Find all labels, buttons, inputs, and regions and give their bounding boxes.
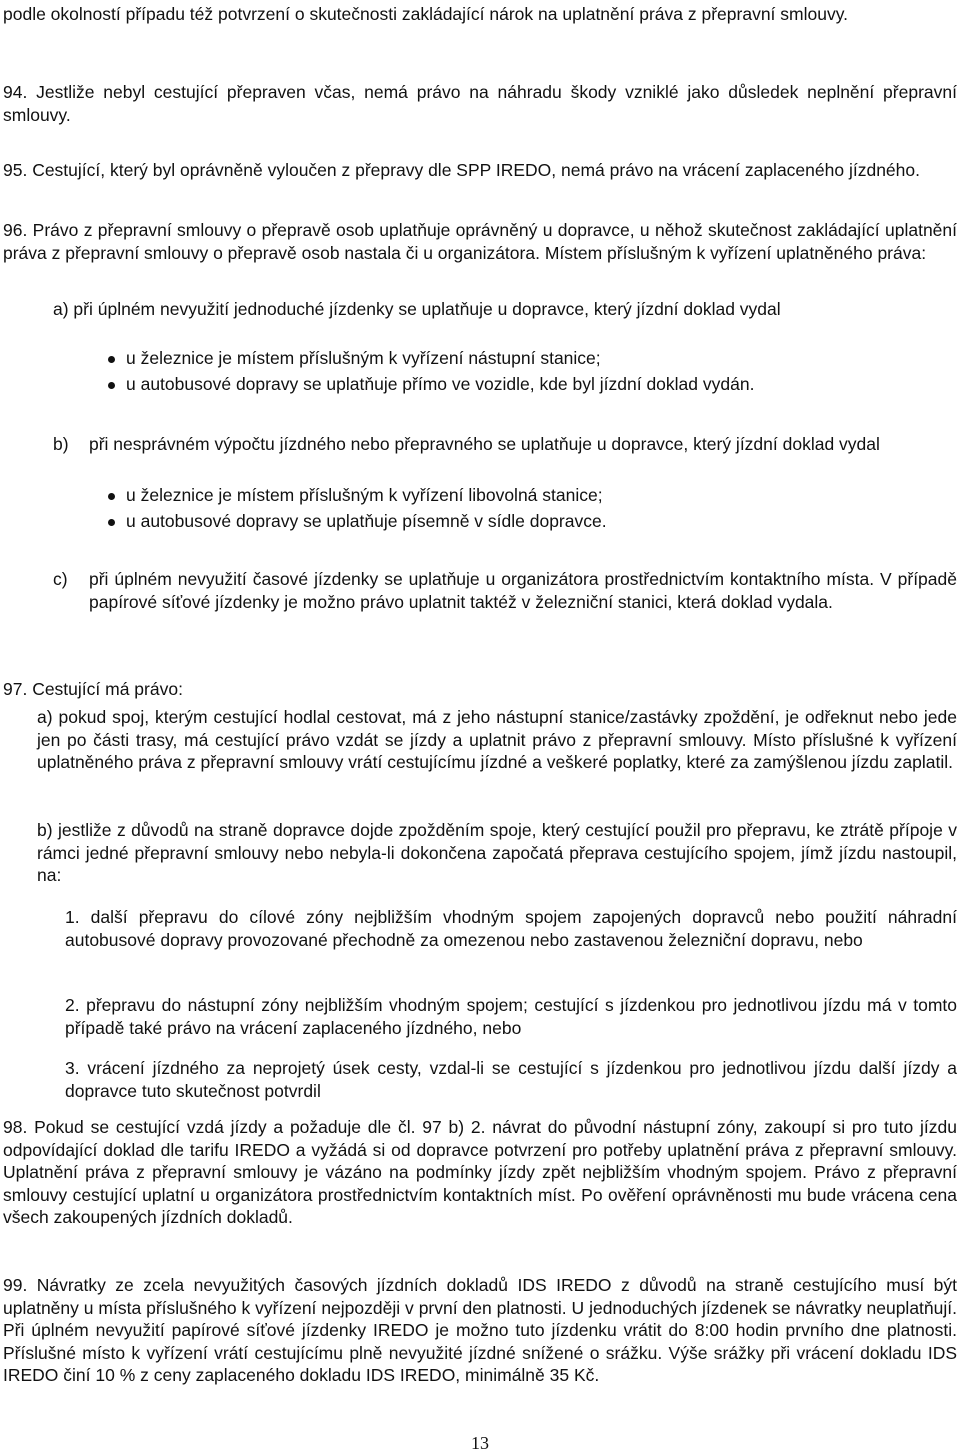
- paragraph-97-a: a) pokud spoj, kterým cestující hodlal cestovat, má z jeho nástupní stanice/zastávky zpoždění, je odřeknut nebo jede jen po části trasy, má cestující právo vzdát se jízdy a uplatnit právo z přepravní smlouvy. Místo příslušné k vyřízení uplatněného práva z přepravní smlouvy vrátí cestujícímu jízdné a veškeré poplatky, které za zamýšlenou jízdu zaplatil.: [37, 707, 957, 772]
- paragraph-94: 94. Jestliže nebyl cestující přepraven včas, nemá právo na náhradu škody vzniklé jako důsledek neplnění přepravní smlouvy.: [3, 82, 957, 125]
- page-number: 13: [471, 1433, 489, 1453]
- paragraph-96-c: při úplném nevyužití časové jízdenky se uplatňuje u organizátora prostřednictvím kontaktního místa. V případě papírové síťové jízdenky je možno právo uplatnit taktéž v železniční stanici, která doklad vydala.: [89, 569, 957, 612]
- paragraph-96: 96. Právo z přepravní smlouvy o přepravě osob uplatňuje oprávněný u dopravce, u něhož skutečnost zakládající uplatnění práva z přepravní smlouvy o přepravě osob nastala či u organizátora. Místem příslušným k vyřízení uplatněného práva:: [3, 220, 957, 263]
- bullet-icon: [108, 356, 115, 363]
- paragraph-97-b-2: 2. přepravu do nástupní zóny nejbližším vhodným spojem; cestující s jízdenkou pro jednotlivou jízdu má v tomto případě také právo na vrácení zaplaceného jízdného, nebo: [65, 995, 957, 1038]
- paragraph-95: 95. Cestující, který byl oprávněně vyloučen z přepravy dle SPP IREDO, nemá právo na vrácení zaplaceného jízdného.: [3, 160, 920, 180]
- list-item: u autobusové dopravy se uplatňuje přímo ve vozidle, kde byl jízdní doklad vydán.: [126, 374, 755, 394]
- bullet-icon: [108, 519, 115, 526]
- paragraph-97-b: b) jestliže z důvodů na straně dopravce dojde zpožděním spoje, který cestující použil pro přepravu, ke ztrátě přípoje v rámci jedné přepravní smlouvy nebo nebyla-li dokončena započatá přeprava cestujícího spojem, jímž jízdu nastoupil, na:: [37, 820, 957, 885]
- paragraph-98: 98. Pokud se cestující vzdá jízdy a požaduje dle čl. 97 b) 2. návrat do původní nástupní zóny, zakoupí si pro tuto jízdu odpovídající doklad dle tarifu IREDO a vyžádá si od dopravce potvrzení pro potřeby uplatnění práva z přepravní smlouvy. Uplatnění práva z přepravní smlouvy je vázáno na podmínky jízdy zpět nejbližším vhodným spojem. Právo z přepravní smlouvy cestující uplatní u organizátora prostřednictvím kontaktních míst. Po ověření oprávněnosti mu bude vrácena cena všech zakoupených jízdních dokladů.: [3, 1117, 957, 1227]
- paragraph-96-a: a) při úplném nevyužití jednoduché jízdenky se uplatňuje u dopravce, který jízdní doklad vydal: [53, 299, 781, 319]
- paragraph-97-b-1: 1. další přepravu do cílové zóny nejbližším vhodným spojem zapojených dopravců nebo použití náhradní autobusové dopravy provozované přechodně za omezenou nebo zastavenou železniční dopravu, nebo: [65, 907, 957, 950]
- list-item: u železnice je místem příslušným k vyřízení nástupní stanice;: [126, 348, 601, 368]
- paragraph-96-b: při nesprávném výpočtu jízdného nebo přepravného se uplatňuje u dopravce, který jízdní doklad vydal: [89, 434, 880, 454]
- list-label: b): [53, 434, 69, 454]
- bullet-icon: [108, 382, 115, 389]
- list-label: c): [53, 569, 68, 589]
- paragraph-97-b-3: 3. vrácení jízdného za neprojetý úsek cesty, vzdal-li se cestující s jízdenkou pro jednotlivou jízdu další jízdy a dopravce tuto skutečnost potvrdil: [65, 1058, 957, 1101]
- list-item: u autobusové dopravy se uplatňuje písemně v sídle dopravce.: [126, 511, 607, 531]
- paragraph-99: 99. Návratky ze zcela nevyužitých časových jízdních dokladů IDS IREDO z důvodů na straně cestujícího musí být uplatněny u místa příslušného k vyřízení nejpozději v první den platnosti. U jednoduchých jízdenek se návratky neuplatňují. Při úplném nevyužití papírové síťové jízdenky IREDO je možno tuto jízdenku vrátit do 8:00 hodin prvního dne platnosti. Příslušné místo k vyřízení vrátí cestujícímu plně nevyužité jízdné snížené o srážku. Výše srážky při vrácení dokladu IDS IREDO činí 10 % z ceny zaplaceného dokladu IDS IREDO, minimálně 35 Kč.: [3, 1275, 957, 1385]
- list-item: u železnice je místem příslušným k vyřízení libovolná stanice;: [126, 485, 603, 505]
- paragraph-continuation: podle okolností případu též potvrzení o skutečnosti zakládající nárok na uplatnění práva z přepravní smlouvy.: [3, 4, 849, 24]
- paragraph-97: 97. Cestující má právo:: [3, 679, 183, 699]
- bullet-icon: [108, 493, 115, 500]
